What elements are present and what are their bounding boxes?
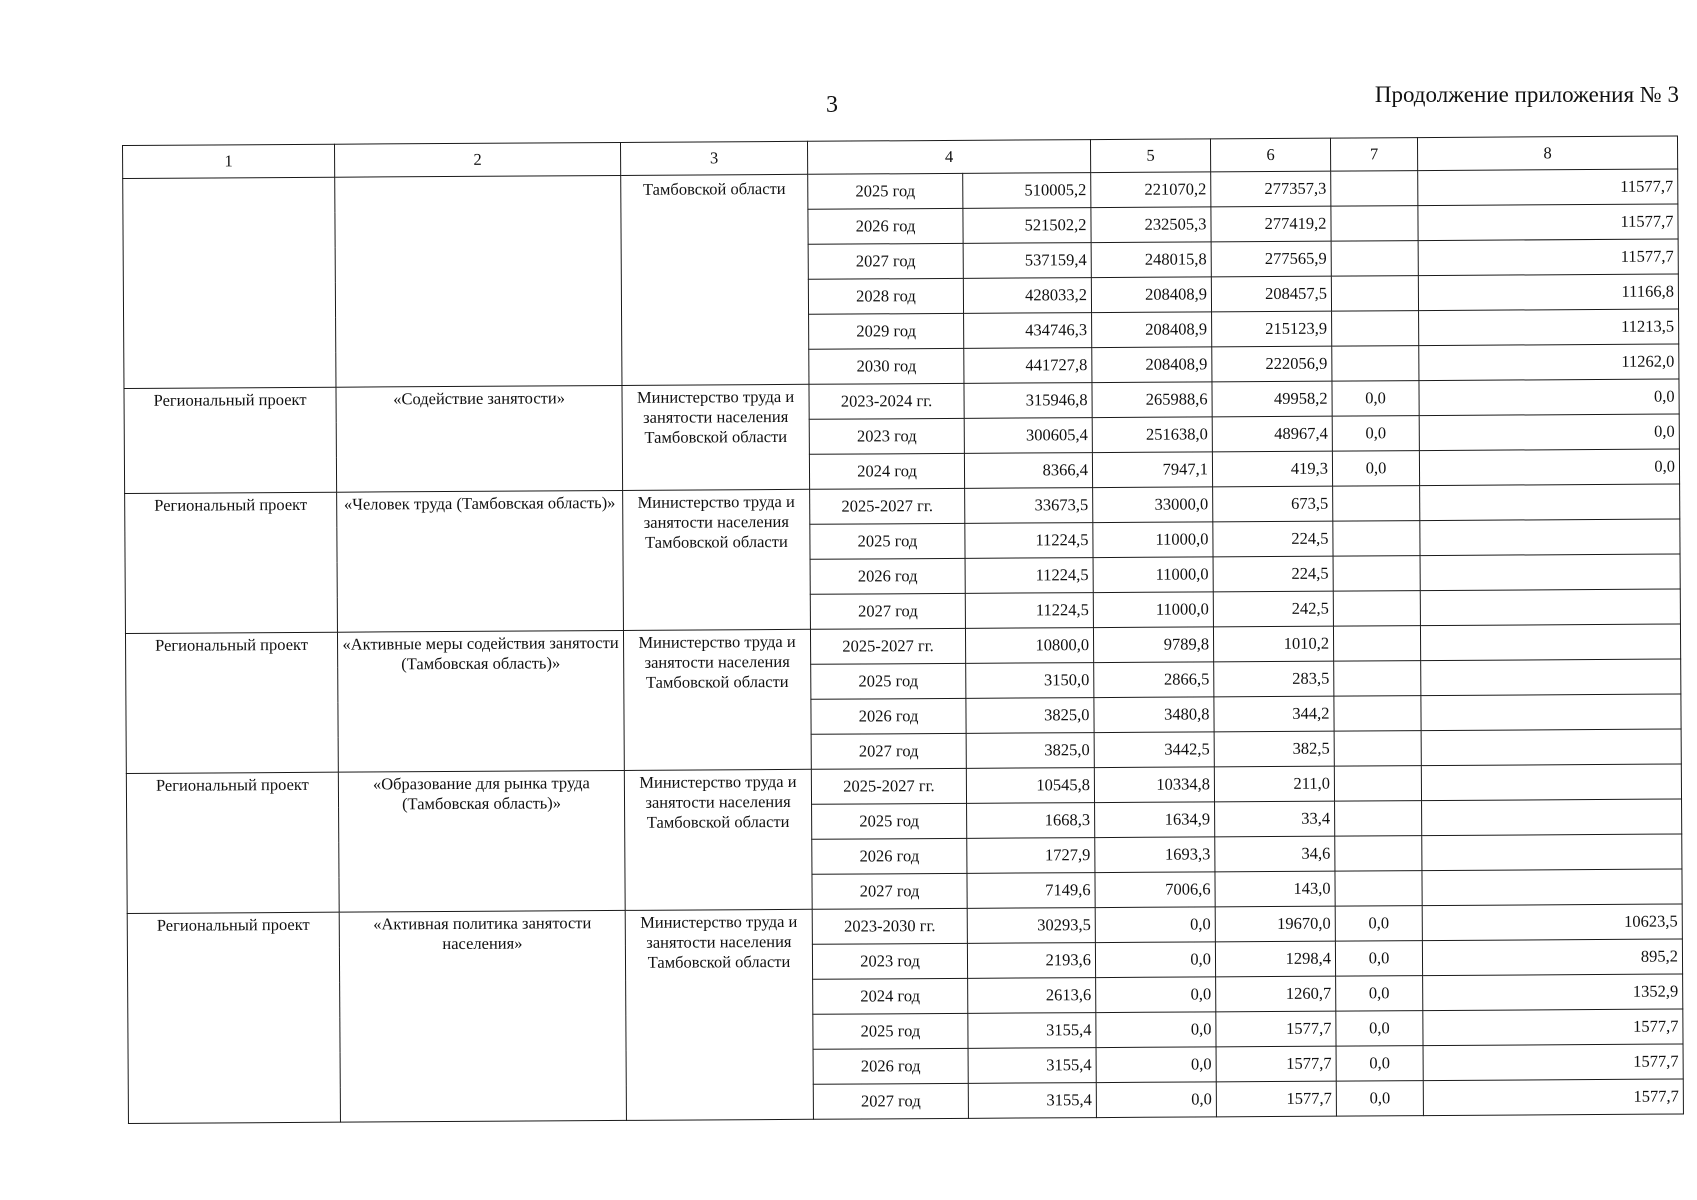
federal-cell: 0,0 (1096, 1082, 1216, 1118)
appendix-title: Продолжение приложения № 3 (1374, 82, 1679, 107)
column-8-cell: 1352,9 (1423, 974, 1683, 1011)
column-8-cell: 11577,7 (1418, 239, 1678, 276)
period-cell: 2025 год (810, 523, 965, 559)
total-cell: 11224,5 (965, 558, 1093, 594)
federal-cell: 33000,0 (1093, 487, 1213, 523)
column-8-cell: 10623,5 (1422, 904, 1682, 941)
column-7-cell: 0,0 (1336, 976, 1423, 1012)
executor-cell: Министерство труда и занятости населения Тамбовской области (622, 384, 810, 490)
total-cell: 3155,4 (968, 1048, 1096, 1084)
total-cell: 537159,4 (963, 243, 1091, 279)
column-number: 1 (123, 144, 335, 178)
project-name-cell: «Активная политика занятости населения» (339, 910, 626, 1122)
total-cell: 300605,4 (964, 418, 1092, 454)
total-cell: 434746,3 (964, 313, 1092, 349)
federal-cell: 221070,2 (1091, 172, 1211, 208)
regional-cell: 19670,0 (1215, 906, 1335, 942)
period-cell: 2026 год (813, 1048, 968, 1084)
total-cell: 441727,8 (964, 348, 1092, 384)
column-7-cell (1333, 591, 1420, 627)
regional-cell: 277565,9 (1211, 241, 1331, 277)
period-cell: 2027 год (810, 593, 965, 629)
period-cell: 2025-2027 гг. (811, 768, 966, 804)
column-number: 7 (1330, 138, 1417, 172)
project-type-cell: Региональный проект (127, 912, 340, 1123)
regional-cell: 48967,4 (1212, 416, 1332, 452)
period-cell: 2028 год (808, 278, 963, 314)
total-cell: 2193,6 (967, 943, 1095, 979)
executor-cell: Министерство труда и занятости населения Тамбовской области (623, 489, 811, 630)
budget-table (122, 135, 1684, 1123)
federal-cell: 10334,8 (1094, 767, 1214, 803)
total-cell: 521502,2 (963, 208, 1091, 244)
project-name-cell: «Содействие занятости» (336, 385, 623, 492)
column-8-cell: 1577,7 (1423, 1009, 1683, 1046)
federal-cell: 0,0 (1096, 1012, 1216, 1048)
column-7-cell (1331, 241, 1418, 277)
column-7-cell (1335, 871, 1422, 907)
regional-cell: 222056,9 (1212, 346, 1332, 382)
federal-cell: 0,0 (1096, 977, 1216, 1013)
regional-cell: 49958,2 (1212, 381, 1332, 417)
total-cell: 3825,0 (966, 698, 1094, 734)
column-8-cell: 11213,5 (1419, 309, 1679, 346)
column-8-cell: 0,0 (1419, 379, 1679, 416)
executor-cell: Министерство труда и занятости населения Тамбовской области (625, 909, 813, 1120)
column-8-cell: 11262,0 (1419, 344, 1679, 381)
column-7-cell: 0,0 (1336, 1081, 1423, 1117)
period-cell: 2025-2027 гг. (810, 628, 965, 664)
period-cell: 2025 год (811, 663, 966, 699)
page-number: 3 (826, 92, 838, 118)
column-7-cell (1332, 311, 1419, 347)
regional-cell: 208457,5 (1211, 276, 1331, 312)
total-cell: 10545,8 (966, 768, 1094, 804)
column-8-cell (1421, 694, 1681, 731)
federal-cell: 0,0 (1096, 1047, 1216, 1083)
column-8-cell (1422, 869, 1682, 906)
period-cell: 2024 год (809, 453, 964, 489)
column-7-cell: 0,0 (1332, 451, 1419, 487)
federal-cell: 0,0 (1095, 907, 1215, 943)
period-cell: 2023-2030 гг. (812, 908, 967, 944)
total-cell: 510005,2 (963, 173, 1091, 209)
column-number: 4 (807, 140, 1090, 175)
period-cell: 2025 год (812, 803, 967, 839)
total-cell: 30293,5 (967, 908, 1095, 944)
column-8-cell (1420, 554, 1680, 591)
column-8-cell (1422, 799, 1682, 836)
regional-cell: 277419,2 (1211, 206, 1331, 242)
column-number: 2 (334, 142, 620, 177)
period-cell: 2025 год (813, 1013, 968, 1049)
column-8-cell (1421, 764, 1681, 801)
column-7-cell: 0,0 (1335, 906, 1422, 942)
federal-cell: 1634,9 (1095, 802, 1215, 838)
column-number: 3 (620, 141, 807, 175)
column-8-cell (1420, 624, 1680, 661)
column-7-cell (1334, 661, 1421, 697)
period-cell: 2025 год (808, 173, 963, 209)
federal-cell: 7947,1 (1092, 452, 1212, 488)
total-cell: 10800,0 (965, 628, 1093, 664)
column-7-cell: 0,0 (1332, 416, 1419, 452)
regional-cell: 242,5 (1213, 591, 1333, 627)
regional-cell: 211,0 (1214, 766, 1334, 802)
total-cell: 315946,8 (964, 383, 1092, 419)
regional-cell: 1260,7 (1216, 976, 1336, 1012)
executor-cell: Тамбовской области (621, 174, 809, 385)
column-8-cell: 0,0 (1419, 449, 1679, 486)
project-name-cell: «Активные меры содействия занятости (Тамбовская область)» (337, 630, 624, 772)
column-7-cell: 0,0 (1336, 1011, 1423, 1047)
total-cell: 11224,5 (965, 593, 1093, 629)
federal-cell: 7006,6 (1095, 872, 1215, 908)
period-cell: 2027 год (812, 873, 967, 909)
federal-cell: 208408,9 (1091, 277, 1211, 313)
executor-cell: Министерство труда и занятости населения Тамбовской области (624, 769, 812, 910)
total-cell: 8366,4 (964, 453, 1092, 489)
period-cell: 2023 год (809, 418, 964, 454)
regional-cell: 1010,2 (1213, 626, 1333, 662)
project-type-cell: Региональный проект (124, 387, 337, 493)
period-cell: 2026 год (811, 698, 966, 734)
regional-cell: 143,0 (1215, 871, 1335, 907)
federal-cell: 208408,9 (1092, 312, 1212, 348)
period-cell: 2026 год (812, 838, 967, 874)
federal-cell: 3480,8 (1094, 697, 1214, 733)
column-8-cell: 1577,7 (1423, 1079, 1683, 1116)
column-7-cell (1331, 206, 1418, 242)
column-8-cell (1422, 834, 1682, 871)
federal-cell: 11000,0 (1093, 522, 1213, 558)
column-7-cell: 0,0 (1332, 381, 1419, 417)
column-7-cell (1334, 766, 1421, 802)
column-7-cell (1335, 836, 1422, 872)
column-7-cell (1335, 801, 1422, 837)
federal-cell: 11000,0 (1093, 557, 1213, 593)
budget-sheet (122, 136, 1683, 1124)
project-name-cell: «Образование для рынка труда (Тамбовская область)» (338, 770, 625, 912)
column-8-cell: 11577,7 (1418, 169, 1678, 206)
column-7-cell: 0,0 (1336, 1046, 1423, 1082)
period-cell: 2023 год (812, 943, 967, 979)
regional-cell: 1577,7 (1216, 1046, 1336, 1082)
period-cell: 2024 год (813, 978, 968, 1014)
column-8-cell: 895,2 (1422, 939, 1682, 976)
period-cell: 2027 год (813, 1083, 968, 1119)
period-cell: 2025-2027 гг. (810, 488, 965, 524)
period-cell: 2027 год (808, 243, 963, 279)
federal-cell: 251638,0 (1092, 417, 1212, 453)
project-name-cell (335, 175, 622, 387)
federal-cell: 3442,5 (1094, 732, 1214, 768)
column-8-cell (1420, 589, 1680, 626)
column-8-cell (1420, 484, 1680, 521)
column-number: 5 (1090, 139, 1210, 173)
period-cell: 2023-2024 гг. (809, 383, 964, 419)
column-8-cell: 1577,7 (1423, 1044, 1683, 1081)
column-7-cell (1331, 276, 1418, 312)
project-type-cell: Региональный проект (125, 492, 338, 633)
column-7-cell: 0,0 (1335, 941, 1422, 977)
total-cell: 7149,6 (967, 873, 1095, 909)
regional-cell: 215123,9 (1212, 311, 1332, 347)
federal-cell: 1693,3 (1095, 837, 1215, 873)
federal-cell: 208408,9 (1092, 347, 1212, 383)
project-name-cell: «Человек труда (Тамбовская область)» (337, 490, 624, 632)
project-type-cell: Региональный проект (126, 772, 339, 913)
total-cell: 1727,9 (967, 838, 1095, 874)
column-7-cell (1333, 556, 1420, 592)
federal-cell: 0,0 (1095, 942, 1215, 978)
regional-cell: 1298,4 (1215, 941, 1335, 977)
regional-cell: 34,6 (1215, 836, 1335, 872)
federal-cell: 232505,3 (1091, 207, 1211, 243)
regional-cell: 283,5 (1214, 661, 1334, 697)
regional-cell: 277357,3 (1211, 171, 1331, 207)
column-7-cell (1333, 486, 1420, 522)
column-7-cell (1333, 521, 1420, 557)
column-7-cell (1334, 731, 1421, 767)
period-cell: 2029 год (809, 313, 964, 349)
column-7-cell (1332, 346, 1419, 382)
period-cell: 2027 год (811, 733, 966, 769)
column-8-cell (1421, 729, 1681, 766)
total-cell: 3155,4 (968, 1083, 1096, 1119)
regional-cell: 419,3 (1212, 451, 1332, 487)
table-body (123, 169, 1684, 1123)
total-cell: 33673,5 (965, 488, 1093, 524)
total-cell: 428033,2 (963, 278, 1091, 314)
project-type-cell: Региональный проект (125, 632, 338, 773)
regional-cell: 1577,7 (1216, 1081, 1336, 1117)
regional-cell: 344,2 (1214, 696, 1334, 732)
column-8-cell: 11577,7 (1418, 204, 1678, 241)
regional-cell: 673,5 (1213, 486, 1333, 522)
federal-cell: 265988,6 (1092, 382, 1212, 418)
total-cell: 3150,0 (966, 663, 1094, 699)
column-7-cell (1334, 696, 1421, 732)
total-cell: 3825,0 (966, 733, 1094, 769)
period-cell: 2026 год (808, 208, 963, 244)
regional-cell: 224,5 (1213, 556, 1333, 592)
column-number: 6 (1210, 138, 1330, 172)
period-cell: 2030 год (809, 348, 964, 384)
total-cell: 2613,6 (968, 978, 1096, 1014)
column-8-cell (1421, 659, 1681, 696)
project-type-cell (123, 177, 336, 388)
executor-cell: Министерство труда и занятости населения Тамбовской области (623, 629, 811, 770)
total-cell: 11224,5 (965, 523, 1093, 559)
total-cell: 3155,4 (968, 1013, 1096, 1049)
federal-cell: 2866,5 (1094, 662, 1214, 698)
column-7-cell (1333, 626, 1420, 662)
column-7-cell (1331, 171, 1418, 207)
period-cell: 2026 год (810, 558, 965, 594)
column-8-cell: 0,0 (1419, 414, 1679, 451)
column-number: 8 (1417, 136, 1677, 171)
regional-cell: 224,5 (1213, 521, 1333, 557)
total-cell: 1668,3 (967, 803, 1095, 839)
federal-cell: 9789,8 (1093, 627, 1213, 663)
regional-cell: 1577,7 (1216, 1011, 1336, 1047)
regional-cell: 33,4 (1215, 801, 1335, 837)
regional-cell: 382,5 (1214, 731, 1334, 767)
federal-cell: 11000,0 (1093, 592, 1213, 628)
column-8-cell (1420, 519, 1680, 556)
federal-cell: 248015,8 (1091, 242, 1211, 278)
column-8-cell: 11166,8 (1418, 274, 1678, 311)
